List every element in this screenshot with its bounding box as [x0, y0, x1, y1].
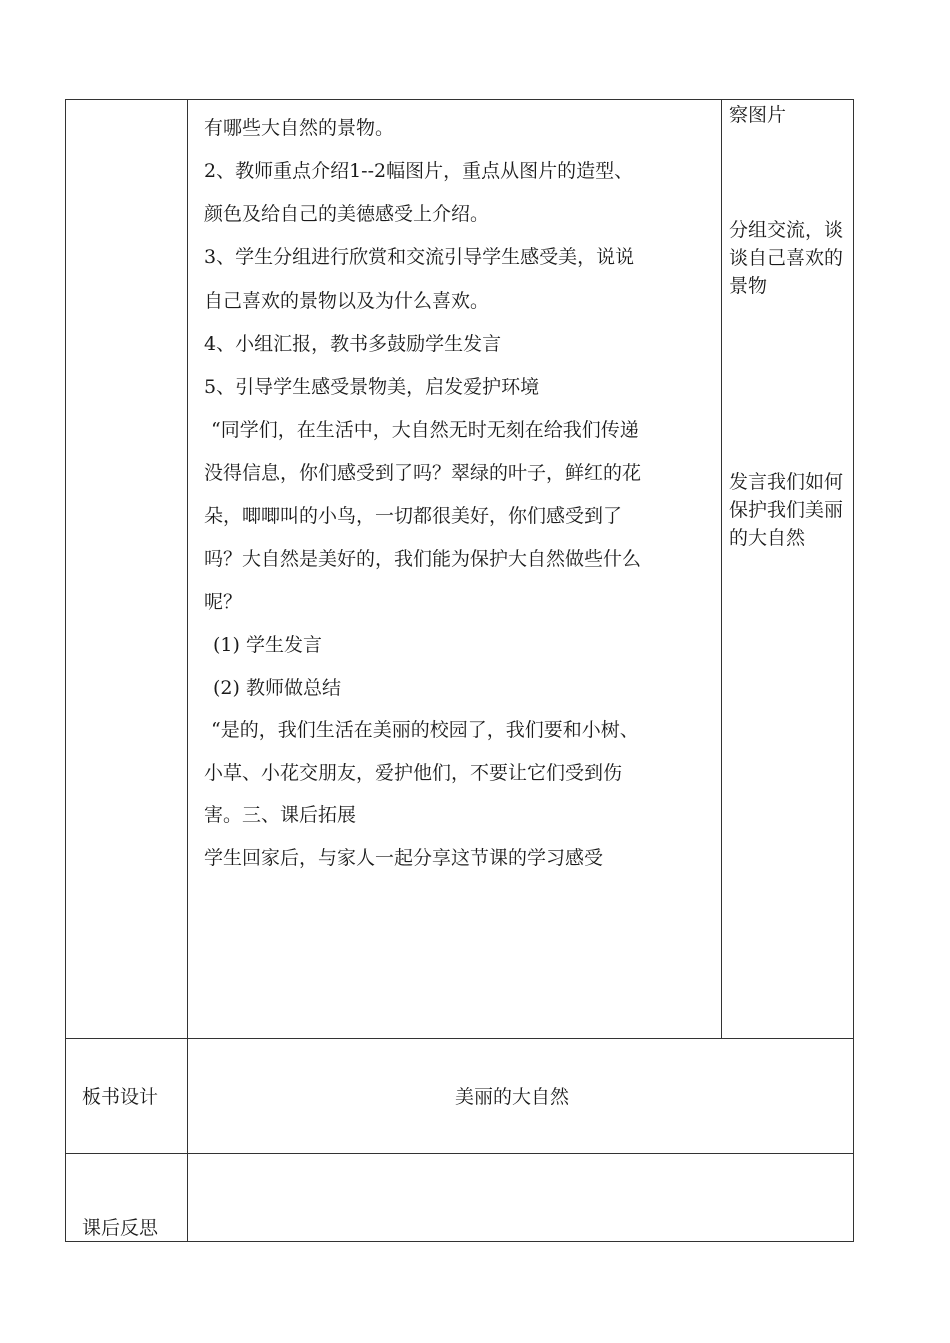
body-line: 颜色及给自己的美德感受上介绍。: [204, 203, 490, 225]
body-line: 4、小组汇报，教书多鼓励学生发言: [204, 333, 502, 355]
student-activity-note: 发言我们如何保护我们美丽的大自然: [729, 471, 844, 549]
table-left-border: [65, 99, 66, 1242]
body-line: 自己喜欢的景物以及为什么喜欢。: [204, 290, 490, 312]
body-line: 有哪些大自然的景物。: [204, 117, 395, 139]
body-line: 小草、小花交朋友，爱护他们，不要让它们受到伤: [204, 762, 623, 784]
body-line: 2、教师重点介绍1--2幅图片，重点从图片的造型、: [204, 160, 634, 182]
student-activity-note: 察图片: [729, 104, 787, 126]
body-line: 呢？: [204, 591, 243, 613]
table-top-border: [65, 99, 854, 100]
row-divider-reflection: [65, 1153, 854, 1154]
body-line: 没得信息，你们感受到了吗？翠绿的叶子，鲜红的花: [204, 462, 642, 484]
body-line: 吗？大自然是美好的，我们能为保护大自然做些什么: [204, 548, 642, 570]
body-line: 害。三、课后拓展: [204, 804, 357, 826]
body-line: 3、学生分组进行欣赏和交流引导学生感受美，说说: [204, 246, 635, 268]
body-line: “同学们，在生活中，大自然无时无刻在给我们传递: [211, 419, 639, 441]
body-line: (2) 教师做总结: [213, 677, 341, 699]
row-divider-board: [65, 1038, 854, 1039]
student-activity-note: 分组交流，谈谈自己喜欢的景物: [729, 219, 844, 297]
board-design-content: 美丽的大自然: [455, 1086, 570, 1108]
board-design-label: 板书设计: [82, 1086, 159, 1108]
body-line: “是的，我们生活在美丽的校园了，我们要和小树、: [211, 719, 639, 741]
body-line: (1) 学生发言: [213, 634, 322, 656]
body-line: 5、引导学生感受景物美，启发爱护环境: [204, 376, 540, 398]
label-column-divider: [187, 99, 188, 1242]
reflection-label: 课后反思: [82, 1217, 159, 1239]
body-line: 朵，唧唧叫的小鸟，一切都很美好，你们感受到了: [204, 505, 623, 527]
table-bottom-border: [65, 1241, 854, 1242]
body-line: 学生回家后，与家人一起分享这节课的学习感受: [204, 847, 604, 869]
activity-column-divider: [721, 99, 722, 1039]
table-right-border: [853, 99, 854, 1242]
